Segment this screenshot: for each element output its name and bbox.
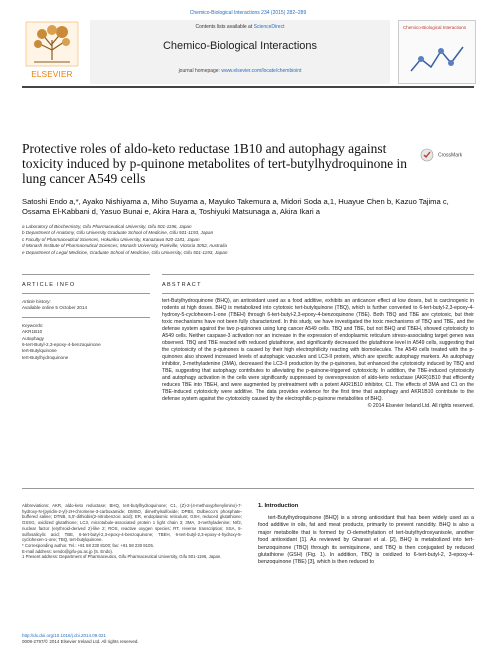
cover-graphic <box>407 41 467 79</box>
introduction-body: tert-Butylhydroquinone (BHQ) is a strong antioxidant that has been widely used as a food additive in oils, fat and meat products, primarily to prevent rancidity. BHQ is also a major metabolite that is formed by O-demethylation of tert-butylhydroxyanisole, another food antioxidant [1]. As reviewed by Gharavi et al. [2], BHQ is metabolized into tert-benzoquinone (TBQ) through its semiquinone, and TBQ is then conjugated by reduced glutathione (GSH) (Fig. 1). In addition, TBQ is oxidized to 6-tert-butyl-2, 3-epoxy-4-benzoquinone (TBE) [3], which is then reduced to <box>258 515 474 566</box>
corresponding-author: * Corresponding author. Tel.: +81 58 230 8100; fax: +81 58 230 8105. <box>22 542 155 548</box>
journal-reference[interactable]: Chemico-Biological Interactions 234 (2015) 282–289 <box>189 10 307 16</box>
abstract-heading: ABSTRACT <box>162 282 202 288</box>
journal-header <box>22 20 474 84</box>
abstract-divider <box>162 293 474 294</box>
journal-cover <box>398 20 476 84</box>
footnotes <box>22 503 242 560</box>
affiliation-e: e Department of Legal Medicine, Graduate School of Medicine, Gifu University, Gifu 501-1193, Japan <box>22 249 228 255</box>
issn-line: 0009-2797/© 2014 Elsevier Ireland Ltd. All rights reserved. <box>22 639 139 644</box>
affiliation-b: b Department of Anatomy, Gifu University Graduate School of Medicine, Gifu 501-1193, Japan <box>22 230 214 236</box>
keywords-label: Keywords: <box>22 322 44 328</box>
abstract-section <box>162 282 474 410</box>
email-address[interactable]: E-mail address: sendo@gifu-pu.ac.jp (S. Endo). <box>22 548 114 554</box>
homepage-prefix: journal homepage: <box>178 68 222 74</box>
info-divider <box>22 293 150 294</box>
keyword-item: AKR1B10 <box>22 329 43 335</box>
sciencedirect-link[interactable]: ScienceDirect <box>253 24 285 30</box>
abstract-body: tert-Butylhydroquinone (BHQ), an antioxidant used as a food additive, exhibits an anticancer effect at low doses, but is carcinogenic in rodents at high doses. BHQ is metabolized into cytotoxic tert-butylquinone (TBQ), which is further converted to 6-tert-butyl-2,3-epoxy-4-hydroxy-5-cyclohexen-1-one (TBEH) through 6-tert-butyl-2,3-epoxy-4-benzoquinone (TBE). Both TBQ and TBE are cytotoxic, but their toxic mechanisms have not been fully characterized. In this study, we have investigated the toxic mechanisms of TBQ and TBE, and the defense system against the two p-quinones using lung cancer A549 cells. TBQ and TBE, but not BHQ and TBEH, showed cytotoxicity to A549 cells. Neither caspase-3 activation nor an increase in the expression of endoplasmic reticulum stress-associating target genes was observed. TBQ and TBE reacted with reduced glutathione, and significantly decreased the glutathione level in A549 cells, suggesting that the cytotoxicity of the p-quinones is caused by their high electrophilicity reacting with biomolecules. The A549 cells treated with the p-quinones also showed increased levels of autophagic vacuoles and LC3-II protein, which are specific autophagy markers. An autophagy inhibitor, 3-methyladenine (3MA), decreased the LC3-II production by the p-quinones, but enhanced the cytotoxicity induced by TBQ and TBE, suggesting that autophagy contributes to alleviating the p-quinone-triggered cytotoxicity. In addition, the TBE-induced cytotoxicity and autophagy activation in the cells were significantly suppressed by overexpression of aldo-keto reductase (AKR)1B10 that efficiently reduces TBE into TBEH, and were augmented by pretreatment with a potent AKR1B10 inhibitor, C1. The effects of 3MA and C1 on the TBE-induced cytotoxicity were additive. The data provides evidence for the first time that autophagy and AKR1B10 contribute to the defense system against the cytotoxicity caused by the electrophilic p-quinone metabolites of BHQ. <box>162 298 474 402</box>
keywords-divider <box>22 317 150 318</box>
affiliation-a: a Laboratory of Biochemistry, Gifu Pharmaceutical University, Gifu 501-1196, Japan <box>22 224 192 229</box>
crossmark-icon <box>420 148 434 162</box>
journal-banner <box>90 20 390 84</box>
contents-line <box>90 24 390 30</box>
crossmark-badge[interactable] <box>420 146 474 160</box>
present-address: 1 Present address: Department of Pharmaceutics, Gifu Pharmaceutical University, Gifu 501-1196, Japan. <box>22 554 222 560</box>
body-rule <box>22 488 474 489</box>
history-label: Article history: <box>22 299 51 304</box>
keyword-item: Autophagy <box>22 335 44 341</box>
history-value: Available online 5 October 2014 <box>22 305 88 311</box>
journal-name: Chemico-Biological Interactions <box>162 40 318 52</box>
contents-prefix: Contents lists available at <box>195 24 254 30</box>
article-info <box>22 282 150 361</box>
publisher-name: ELSEVIER <box>31 70 73 79</box>
keyword-item: tert-Butylquinone <box>22 348 57 354</box>
doi-block <box>22 633 139 645</box>
author-list: Satoshi Endo a,*, Ayako Nishiyama a, Miho Suyama a, Mayuko Takemura a, Midori Soda a,1, Huayue Chen b, Kazuo Tajima c, Ossama El-Kabbani d, Yasuo Bunai e, Akira Hara a, Toshiyuki Matsunaga a, Akira Ikari a <box>22 197 449 216</box>
abbreviations-footnote: Abbreviations: AKR, aldo-keto reductase; BHQ, tert-butylhydroquinone; C1, (Z)-2-(4-methoxyphenylimino)-7-hydroxy-N-(pyridin-2-yl)-2H-chromene-3-carboxamide; DMSO, dimethylsulfoxide; DPBS, Dulbecco's phosphate-buffered saline; DTNB, 5,5'-dithiobis(2-nitrobenzoic acid); ER, endoplasmic reticulum; GSH, reduced glutathione; GSSG, oxidized glutathione; LC3, microtubule-associated protein 1 light chain 3; 3MA, 3-methyladenine; Nrf2, nuclear factor (erythroid-derived 2)-like 2; ROS, reactive oxygen species; RT, reverse transcription; SSA, 5-sulfosalicylic acid; TBE, 6-tert-butyl-2,3-epoxy-4-benzoquinone; TBEH, 6-tert-butyl-2,3-epoxy-4-hydroxy-5-cyclohexen-1-one; TBQ, tert-butylquinone. <box>22 503 242 543</box>
header-rule <box>22 86 474 88</box>
introduction-section <box>258 503 474 567</box>
introduction-heading: 1. Introduction <box>258 503 299 509</box>
abstract-rule <box>162 274 474 275</box>
copyright-notice: © 2014 Elsevier Ireland Ltd. All rights reserved. <box>367 403 474 409</box>
keyword-item: 6-tert-Butyl-2,3-epoxy-4-benzoquinone <box>22 342 101 348</box>
article-title: Protective roles of aldo-keto reductase 1B10 and autophagy against toxicity induced by p-quinone metabolites of tert-butylhydroquinone in lung cancer A549 cells <box>22 141 408 186</box>
homepage-url[interactable]: www.elsevier.com/locate/chembioint <box>221 68 302 74</box>
info-rule <box>22 274 150 275</box>
affiliations <box>22 224 474 256</box>
article-info-heading: ARTICLE INFO <box>22 282 76 288</box>
journal-homepage <box>90 68 390 74</box>
doi-link[interactable]: http://dx.doi.org/10.1016/j.cbi.2014.09.021 <box>22 633 107 638</box>
cover-title: Chemico-Biological Interactions <box>403 25 467 30</box>
crossmark-label: CrossMark <box>438 152 463 159</box>
keyword-item: tert-Butylhydroquinone <box>22 354 69 360</box>
affiliation-c: c Faculty of Pharmaceutical Sciences, Hokuriku University, Kanazawa 920-1181, Japan <box>22 236 200 242</box>
affiliation-d: d Monash Institute of Pharmaceutical Sciences, Monash University, Parkville, Victoria 3052, Australia <box>22 243 227 249</box>
